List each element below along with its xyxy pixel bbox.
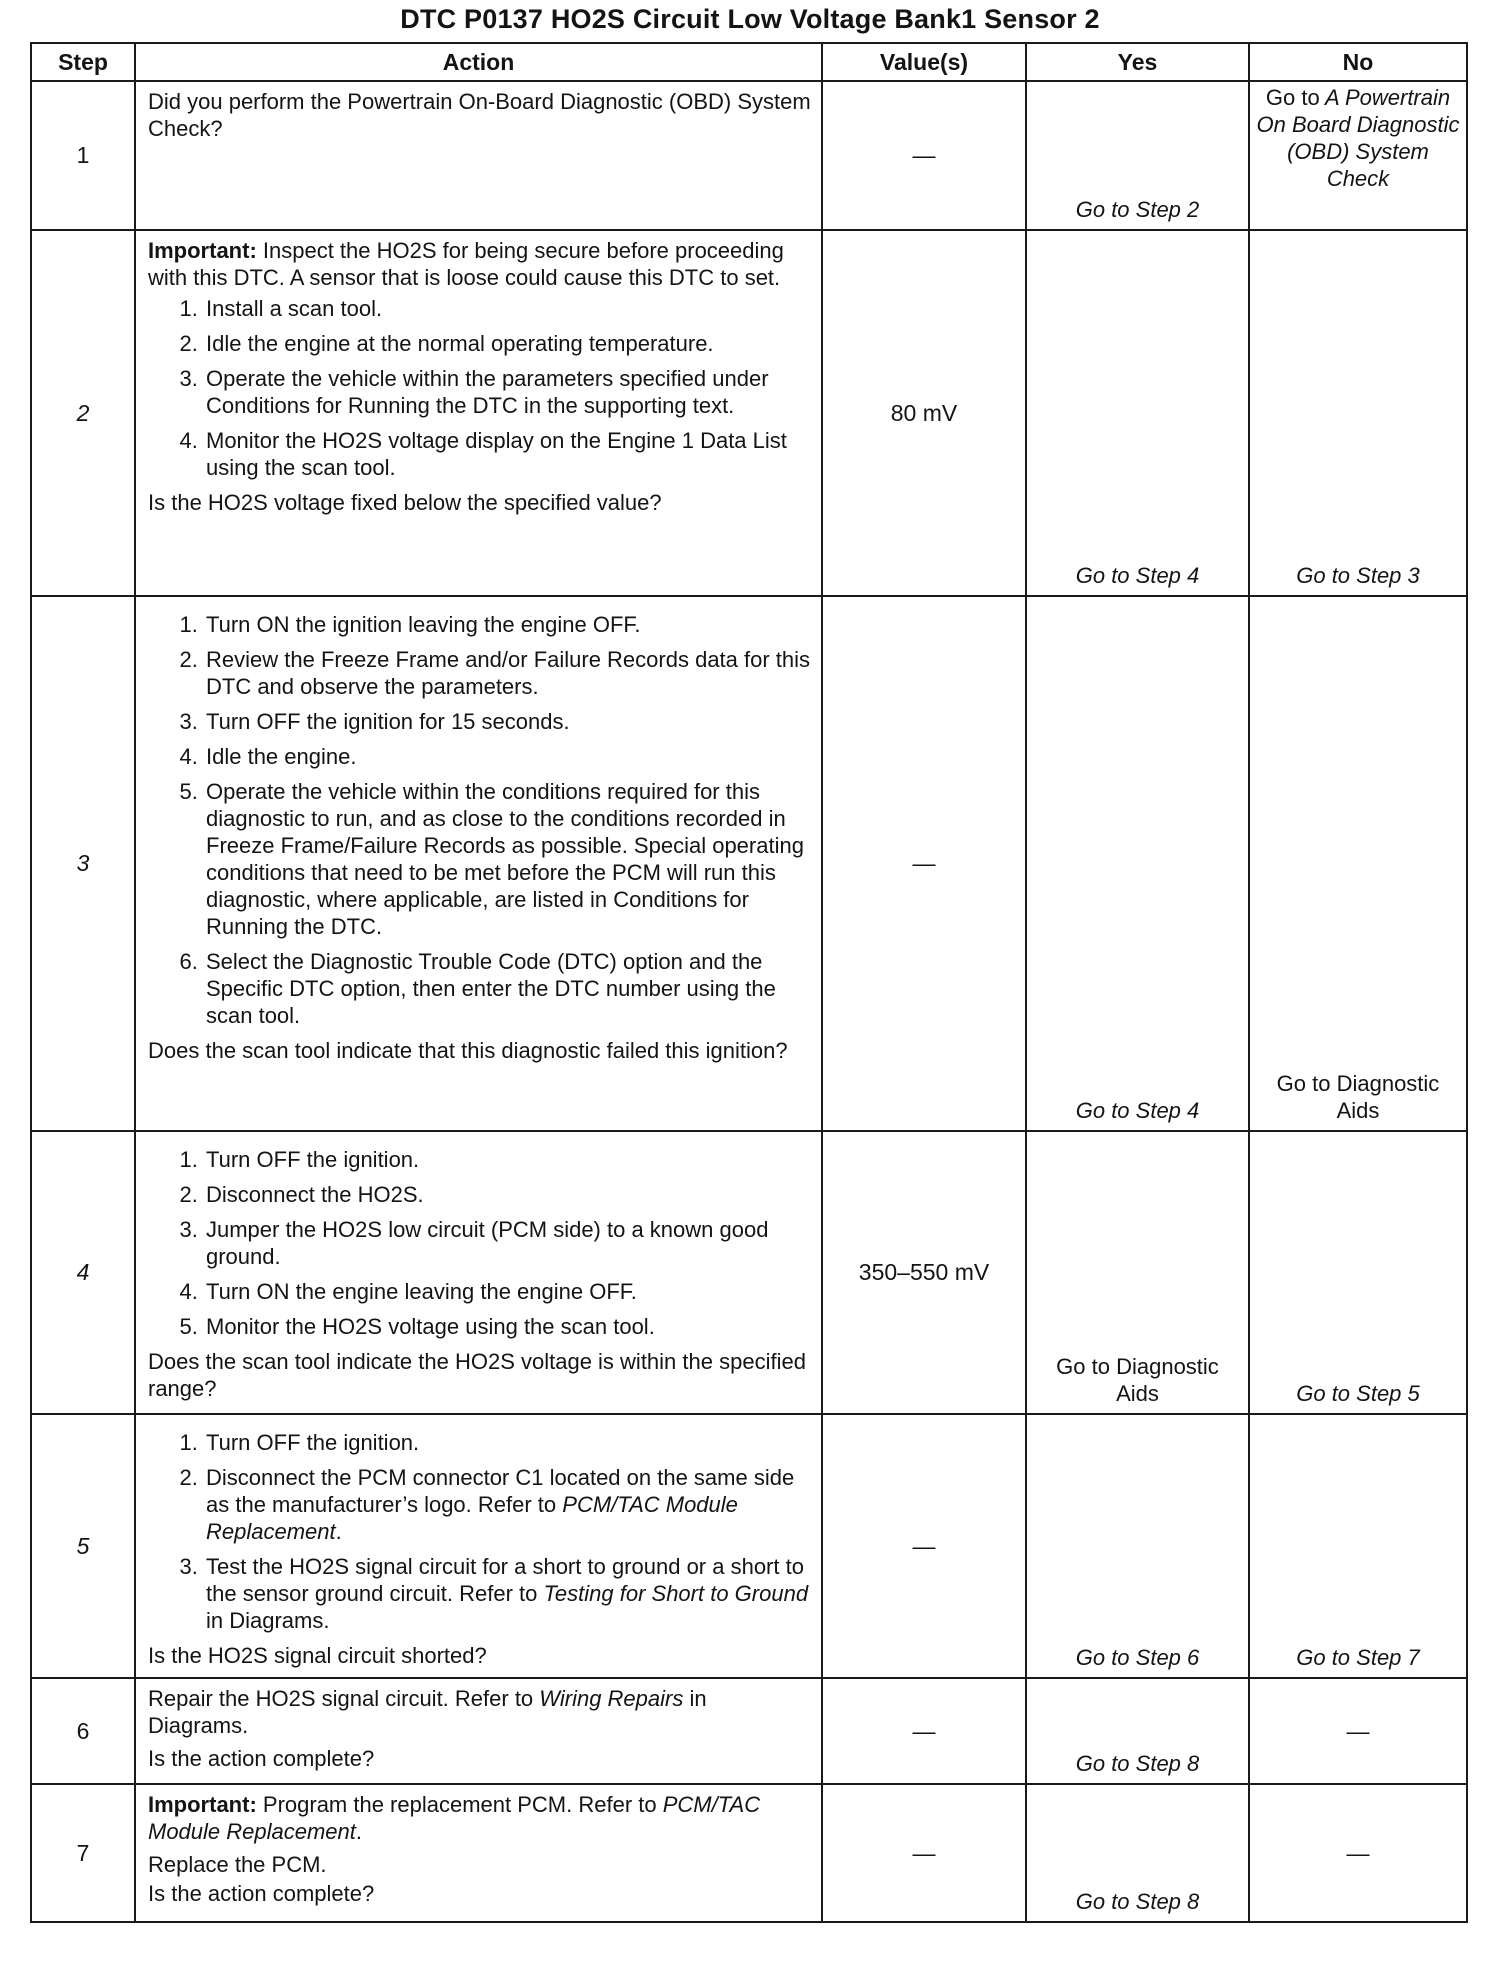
list-item: 3. Turn OFF the ignition for 15 seconds. [204,708,811,735]
list-item: 1. Turn OFF the ignition. [204,1146,811,1173]
list-item: 3. Test the HO2S signal circuit for a short to ground or a short to the sensor ground circuit. Refer to Testing for Short to Ground in Diagrams. [204,1553,811,1634]
value-cell: — [822,1784,1026,1922]
procedure-list [148,295,811,481]
no-goto: Go to Step 5 [1296,1381,1420,1406]
no-cell: — [1249,1784,1467,1922]
step-number: 4 [31,1131,135,1414]
step-number: 1 [31,81,135,230]
list-item: 2. Disconnect the PCM connector C1 located on the same side as the manufacturer’s logo. Refer to PCM/TAC Module Replacement. [204,1464,811,1545]
table-row [31,596,1467,1131]
reference-link-text: Testing for Short to Ground [543,1581,809,1606]
table-row [31,1131,1467,1414]
action-cell: Repair the HO2S signal circuit. Refer to Wiring Repairs in Diagrams. Is the action complete? [135,1678,822,1784]
list-item: 1. Turn OFF the ignition. [204,1429,811,1456]
no-goto: Go to Step 3 [1296,563,1420,588]
yes-cell [1026,81,1249,230]
column-header-values: Value(s) [822,43,1026,81]
column-header-no: No [1249,43,1467,81]
no-cell [1249,1414,1467,1678]
value-cell: 80 mV [822,230,1026,596]
list-item: 4. Turn ON the engine leaving the engine OFF. [204,1278,811,1305]
action-question: Is the action complete? [148,1746,375,1771]
yes-goto: Go to Step 2 [1075,197,1200,222]
value-cell: — [822,1678,1026,1784]
yes-goto: Go to Diagnostic Aids [1056,1354,1219,1406]
value-cell: — [822,1414,1026,1678]
column-header-step: Step [31,43,135,81]
yes-cell [1026,230,1249,596]
diagnostic-table [30,42,1468,1923]
no-cell [1249,1131,1467,1414]
no-goto: Go to Step 7 [1296,1645,1420,1670]
yes-cell [1026,1414,1249,1678]
list-item: 3. Jumper the HO2S low circuit (PCM side) to a known good ground. [204,1216,811,1270]
action-cell [135,81,822,230]
important-label: Important: [148,238,257,263]
reference-link-text: PCM/TAC Module Replacement [148,1792,761,1844]
table-row [31,1784,1467,1922]
table-row [31,1414,1467,1678]
action-question: Is the action complete? [148,1881,375,1906]
page-title: DTC P0137 HO2S Circuit Low Voltage Bank1 Sensor 2 [400,4,1100,34]
step-number: 5 [31,1414,135,1678]
no-goto: Go to Diagnostic Aids [1276,1071,1440,1123]
table-row [31,81,1467,230]
list-item: 2. Review the Freeze Frame and/or Failure Records data for this DTC and observe the parameters. [204,646,811,700]
action-question: Is the HO2S signal circuit shorted? [148,1643,487,1668]
action-cell [135,1131,822,1414]
list-item: 4. Monitor the HO2S voltage display on the Engine 1 Data List using the scan tool. [204,427,811,481]
action-cell [135,230,822,596]
no-goto-prefix: Go to [1265,85,1320,110]
yes-cell [1026,596,1249,1131]
yes-cell [1026,1678,1249,1784]
yes-goto: Go to Step 8 [1075,1889,1200,1914]
reference-link-text: PCM/TAC Module Replacement [206,1492,738,1544]
action-question: Does the scan tool indicate the HO2S voltage is within the specified range? [148,1349,806,1401]
list-item: 2. Idle the engine at the normal operating temperature. [204,330,811,357]
yes-cell [1026,1784,1249,1922]
action-question: Does the scan tool indicate that this diagnostic failed this ignition? [148,1038,788,1063]
yes-goto: Go to Step 6 [1075,1645,1200,1670]
procedure-list [148,1429,811,1634]
step-number: 3 [31,596,135,1131]
important-label: Important: [148,1792,257,1817]
yes-goto: Go to Step 8 [1075,1751,1200,1776]
yes-goto: Go to Step 4 [1075,1098,1200,1123]
no-cell [1249,230,1467,596]
table-row [31,1678,1467,1784]
step-number: 2 [31,230,135,596]
yes-goto: Go to Step 4 [1075,563,1200,588]
no-cell [1249,596,1467,1131]
list-item: 5. Monitor the HO2S voltage using the scan tool. [204,1313,811,1340]
table-row [31,230,1467,596]
list-item: 3. Operate the vehicle within the parameters specified under Conditions for Running the DTC in the supporting text. [204,365,811,419]
column-header-yes: Yes [1026,43,1249,81]
value-cell: — [822,81,1026,230]
list-item: 2. Disconnect the HO2S. [204,1181,811,1208]
important-text: Inspect the HO2S for being secure before proceeding with this DTC. A sensor that is loose could cause this DTC to set. [148,238,784,290]
action-cell [135,1414,822,1678]
column-header-action: Action [135,43,822,81]
value-cell: 350–550 mV [822,1131,1026,1414]
list-item: 6. Select the Diagnostic Trouble Code (DTC) option and the Specific DTC option, then enter the DTC number using the scan tool. [204,948,811,1029]
list-item: 1. Turn ON the ignition leaving the engine OFF. [204,611,811,638]
table-header-row [31,43,1467,81]
action-text: Did you perform the Powertrain On-Board Diagnostic (OBD) System Check? [148,89,811,141]
yes-cell [1026,1131,1249,1414]
action-question: Is the HO2S voltage fixed below the specified value? [148,490,662,515]
reference-link-text: Wiring Repairs [539,1686,684,1711]
action-cell [135,596,822,1131]
procedure-list [148,611,811,1029]
list-item: 4. Idle the engine. [204,743,811,770]
no-cell: — [1249,1678,1467,1784]
list-item: 1. Install a scan tool. [204,295,811,322]
no-goto-reference: A Powertrain On Board Diagnostic (OBD) System Check [1256,85,1460,191]
no-cell [1249,81,1467,230]
procedure-list [148,1146,811,1340]
action-cell: Important: Program the replacement PCM. Refer to PCM/TAC Module Replacement. Replace the PCM. Is the action complete? [135,1784,822,1922]
action-text: Replace the PCM. [148,1852,327,1877]
list-item: 5. Operate the vehicle within the conditions required for this diagnostic to run, and as close to the conditions recorded in Freeze Frame/Failure Records as possible. Special operating conditions that need to be met before the PCM will run this diagnostic, where applicable, are listed in Conditions for Running the DTC. [204,778,811,940]
step-number: 7 [31,1784,135,1922]
value-cell: — [822,596,1026,1131]
step-number: 6 [31,1678,135,1784]
